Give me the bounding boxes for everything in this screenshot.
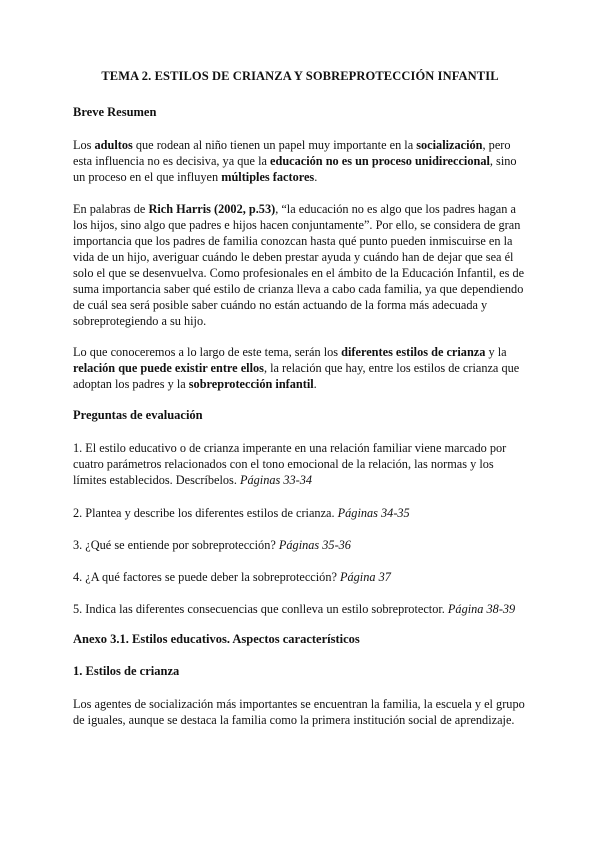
section-paragraph [73,696,528,728]
bold-run: educación no es un proceso unidireccional [270,154,490,168]
bold-run: relación que puede existir entre ellos [73,361,264,375]
summary-heading: Breve Resumen [73,105,157,119]
question-text: 3. ¿Qué se entiende por sobreprotección? [73,538,279,552]
question-text: 4. ¿A qué factores se puede deber la sobreprotección? [73,570,340,584]
bold-run: diferentes estilos de crianza [341,345,486,359]
question-5 [73,601,528,617]
text-run: . [314,170,318,184]
text-run: , la relación que hay, entre los estilos de crianza que adoptan los padres y la [73,361,520,391]
document-title: TEMA 2. ESTILOS DE CRIANZA Y SOBREPROTECCIÓN INFANTIL [101,69,499,83]
text-run: , sino un proceso en el que influyen [73,154,517,184]
question-2 [73,505,528,521]
question-4 [73,569,528,585]
summary-paragraph-2 [73,201,528,329]
text-run: . [313,377,317,391]
page-reference: Página 37 [340,570,391,584]
bold-run: sobreprotección infantil [188,377,314,391]
text-run: , pero esta influencia no es decisiva, ya que la [73,138,511,168]
section-heading: 1. Estilos de crianza [73,664,180,678]
bold-run: Rich Harris (2002, p.53) [148,202,276,216]
question-text: 2. Plantea y describe los diferentes estilos de crianza. [73,506,338,520]
text-run: Los [73,138,95,152]
text-run: En palabras de [73,202,149,216]
question-3 [73,537,528,553]
page-reference: Página 38-39 [447,602,516,616]
question-text: 1. El estilo educativo o de crianza imperante en una relación familiar viene marcado por cuatro parámetros relacionados con el tono emocional de la relación, las normas y los límites establecidos. Descríbelos. [73,441,507,487]
annex-heading: Anexo 3.1. Estilos educativos. Aspectos característicos [73,632,360,646]
text-run: , “la educación no es algo que los padres hagan a los hijos, sino algo que padres e hijos hacen conjuntamente”. Por ello, se considera de gran importancia que los padres de familia conozcan hasta qué punto pueden inmiscuirse en la vida de un hijo, averiguar cuándo le deben prestar ayuda y cuándo han de dejar que sea él solo el que se desenvuelva. Como profesionales en el ámbito de la Educación Infantil, es de suma importancia saber qué estilo de crianza lleva a cabo cada familia, ya que dependiendo de cuál sea será posible saber cuándo no están actuando de la forma más adecuada y sobreprotegiendo a su hijo. [73,202,525,328]
question-text: 5. Indica las diferentes consecuencias que conlleva un estilo sobreprotector. [73,602,448,616]
paragraph-text: Los agentes de socialización más importantes se encuentran la familia, la escuela y el grupo de iguales, aunque se destaca la familia como la primera institución social de aprendizaje. [73,697,525,727]
summary-paragraph-1 [73,137,528,185]
questions-heading: Preguntas de evaluación [73,408,203,422]
page-reference: Páginas 33-34 [240,473,313,487]
bold-run: socialización [416,138,483,152]
question-1 [73,440,528,488]
bold-run: adultos [94,138,133,152]
text-run: que rodean al niño tienen un papel muy importante en la [132,138,417,152]
page-reference: Páginas 34-35 [337,506,410,520]
bold-run: múltiples factores [221,170,315,184]
page-reference: Páginas 35-36 [278,538,351,552]
text-run: y la [485,345,507,359]
summary-paragraph-3 [73,344,528,392]
text-run: Lo que conoceremos a lo largo de este tema, serán los [73,345,342,359]
